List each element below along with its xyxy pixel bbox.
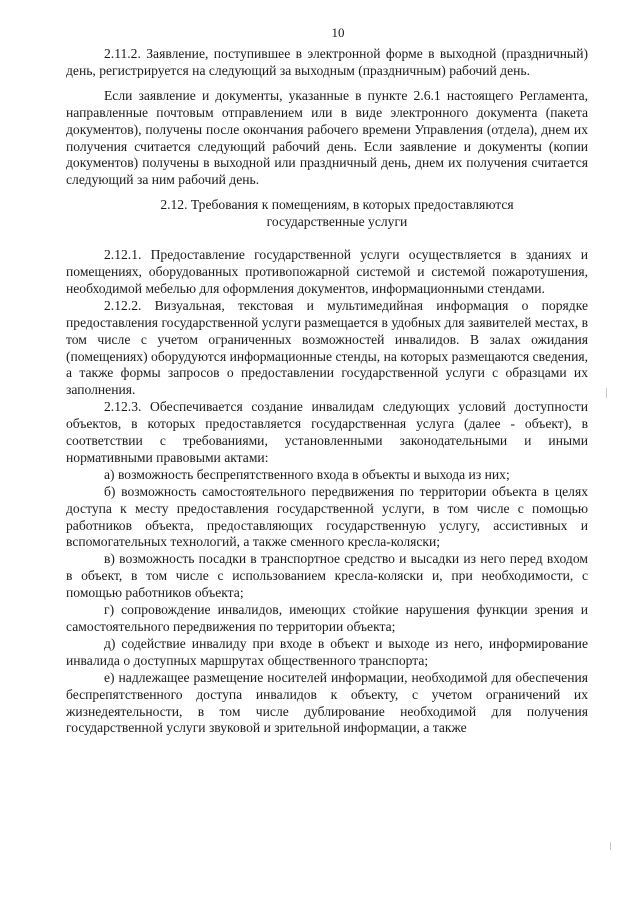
list-item-v: в) возможность посадки в транспортное средство и высадки из него перед входом в объект, в том числе с использованием кресла-коляски и, при необходимости, с помощью работников объекта; — [66, 551, 588, 601]
list-item-b: б) возможность самостоятельного передвижения по территории объекта в целях доступа к месту предоставления государственной услуги, в том числе с помощью работников объекта, предоставляющих государственную услугу, ассистивных и вспомогательных технологий, а также сменного кресла-коляски; — [66, 483, 588, 550]
document-page — [66, 20, 588, 737]
section-heading-line-2: государственные услуги — [266, 214, 408, 230]
paragraph-2-12-3: 2.12.3. Обеспечивается создание инвалидам следующих условий доступности объектов, в которых предоставляется государственная услуга (далее - объект), в соответствии с требованиями, установленными законодательными и иными нормативными правовыми актами: — [66, 399, 588, 465]
heading-gap — [66, 231, 588, 247]
heading-gap — [66, 189, 588, 197]
paragraph-gap — [66, 80, 588, 88]
scan-edge-mark — [610, 842, 611, 850]
list-item-a: а) возможность беспрепятственного входа в объекты и выхода из них; — [104, 466, 510, 482]
list-item-e: е) надлежащее размещение носителей информации, необходимой для обеспечения беспрепятственного доступа инвалидов к объекту, с учетом ограничений их жизнедеятельности, в том числе дублирование необходимой для получения государственной услуги звуковой и зрительной информации, а также — [66, 669, 588, 736]
scan-edge-mark — [606, 388, 607, 398]
list-item-d: д) содействие инвалиду при входе в объект и выходе из него, информирование инвалида о доступных маршрутах общественного транспорта; — [66, 635, 588, 668]
list-item-g: г) сопровождение инвалидов, имеющих стойкие нарушения функции зрения и самостоятельного передвижения по территории объекта; — [66, 602, 588, 634]
paragraph-documents-receipt: Если заявление и документы, указанные в пункте 2.6.1 настоящего Регламента, направленные почтовым отправлением или в виде электронного документа (пакета документов), получены после окончания рабочего времени Управления (отдела), днем их получения считается следующий рабочий день. Если заявление и документы (копии документов) получены в выходной или праздничный день, днем их получения считается следующий за ним рабочий день. — [66, 87, 588, 188]
paragraph-2-12-2: 2.12.2. Визуальная, текстовая и мультимедийная информация о порядке предоставления государственной услуги размещается в удобных для заявителей местах, в том числе с учетом ограниченных возможностей инвалидов. В залах ожидания (помещениях) оборудуются информационные стенды, на которых размещаются сведения, а также формы запросов о предоставлении государственной услуги с образцами их заполнения. — [66, 297, 588, 398]
section-heading-line-1: 2.12. Требования к помещениям, в которых предоставляются — [160, 197, 514, 213]
paragraph-2-12-1: 2.12.1. Предоставление государственной услуги осуществляется в зданиях и помещениях, оборудованных противопожарной системой и системой пожаротушения, необходимой мебелью для оформления документов, информационными стендами. — [66, 247, 588, 296]
page-number: 10 — [331, 25, 345, 40]
paragraph-2-11-2: 2.11.2. Заявление, поступившее в электронной форме в выходной (праздничный) день, регистрируется на следующий за выходным (праздничным) рабочий день. — [66, 46, 588, 78]
